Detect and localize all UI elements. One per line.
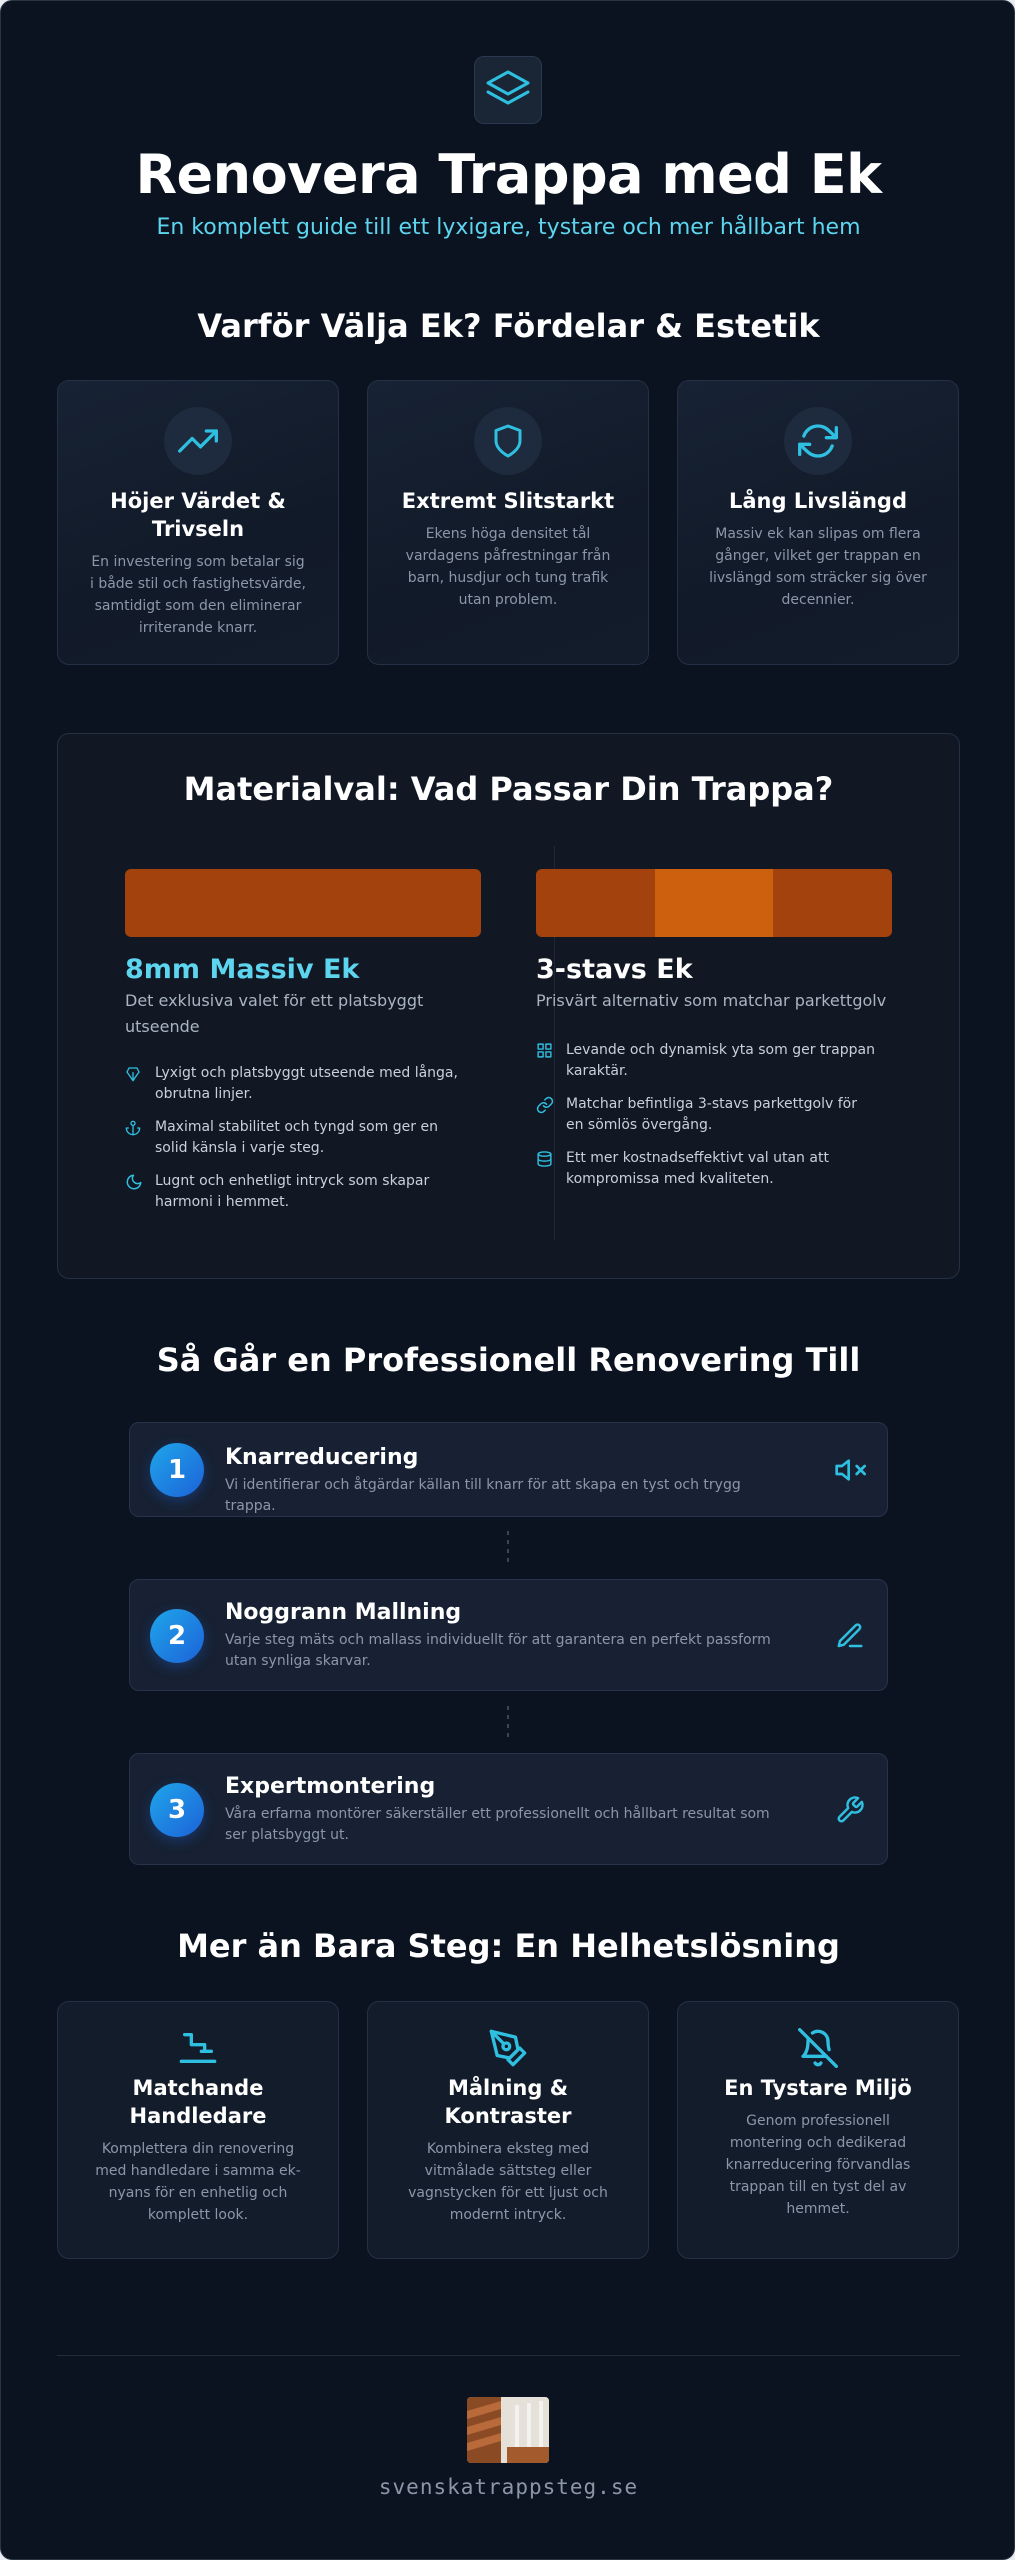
link-icon — [536, 1094, 554, 1136]
step-title: Noggrann Mallning — [225, 1600, 462, 1625]
handrail-icon — [178, 2028, 218, 2068]
step-number: 3 — [150, 1783, 204, 1837]
volume-mute-icon — [833, 1453, 867, 1487]
process-step — [129, 1422, 888, 1517]
feature-text: Levande och dynamisk yta som ger trappan karaktär. — [566, 1042, 875, 1079]
benefit-card — [57, 380, 339, 665]
page-title: Renovera Trappa med Ek — [135, 143, 882, 206]
footer-divider — [57, 2355, 960, 2356]
material-feature — [125, 1117, 465, 1159]
extra-card — [367, 2001, 649, 2259]
step-text: Våra erfarna montörer säkerställer ett professionellt och hållbart resultat som ser platsbyggt ut. — [225, 1806, 770, 1843]
benefit-text: Ekens höga densitet tål vardagens påfrestningar från barn, husdjur och tung trafik utan problem. — [405, 526, 611, 608]
refresh-icon — [784, 407, 852, 475]
extra-text: Genom professionell montering och dedikerad knarreducering förvandlas trappan till en tyst del av hemmet. — [725, 2113, 911, 2217]
bell-off-icon — [798, 2028, 838, 2068]
wrench-icon — [833, 1793, 867, 1827]
step-connector — [507, 1706, 509, 1740]
material-feature — [125, 1171, 465, 1213]
feature-text: Lyxigt och platsbyggt utseende med långa, obrutna linjer. — [155, 1065, 458, 1102]
extra-card — [57, 2001, 339, 2259]
feature-text: Matchar befintliga 3-stavs parkettgolv för en sömlös övergång. — [566, 1096, 857, 1133]
trending-up-icon — [164, 407, 232, 475]
extra-title: En Tystare Miljö — [724, 2076, 912, 2100]
anchor-icon — [125, 1117, 143, 1159]
staircase-photo — [467, 2397, 549, 2463]
gem-icon — [125, 1063, 143, 1105]
material-name: 3-stavs Ek — [536, 954, 693, 985]
page-subtitle: En komplett guide till ett lyxigare, tystare och mer hållbart hem — [156, 215, 861, 240]
step-number: 2 — [150, 1609, 204, 1663]
extras-heading: Mer än Bara Steg: En Helhetslösning — [177, 1927, 840, 1965]
material-feature — [536, 1040, 876, 1082]
feature-text: Lugnt och enhetligt intryck som skapar harmoni i hemmet. — [155, 1173, 430, 1210]
three-strip-oak-swatch — [536, 869, 892, 937]
database-icon — [536, 1148, 554, 1190]
material-description: Det exklusiva valet för ett platsbyggt utseende — [125, 991, 424, 1036]
step-number: 1 — [150, 1443, 204, 1497]
benefit-title: Höjer Värdet & Trivseln — [110, 489, 286, 541]
extra-title: Målning & Kontraster — [444, 2076, 572, 2128]
site-url: svenskatrappsteg.se — [378, 2475, 639, 2499]
feature-text: Maximal stabilitet och tyngd som ger en solid känsla i varje steg. — [155, 1119, 438, 1156]
benefit-text: Massiv ek kan slipas om flera gånger, vilket ger trappan en livslängd som sträcker sig över decennier. — [709, 526, 927, 608]
extra-card — [677, 2001, 959, 2259]
shield-icon — [474, 407, 542, 475]
step-connector — [507, 1531, 509, 1565]
benefit-title: Lång Livslängd — [729, 489, 907, 513]
extra-title: Matchande Handledare — [129, 2076, 267, 2128]
extra-text: Komplettera din renovering med handledare i samma ek-nyans för en enhetlig och komplett look. — [95, 2141, 301, 2223]
grid-icon — [536, 1040, 554, 1082]
material-description: Prisvärt alternativ som matchar parkettgolv — [536, 991, 887, 1010]
material-feature — [125, 1063, 465, 1105]
extra-text: Kombinera eksteg med vitmålade sättsteg eller vagnstycken för ett ljust och modernt intryck. — [408, 2141, 608, 2223]
pencil-icon — [833, 1619, 867, 1653]
material-name: 8mm Massiv Ek — [125, 954, 360, 985]
solid-oak-swatch — [125, 869, 481, 937]
process-heading: Så Går en Professionell Renovering Till — [156, 1341, 861, 1379]
step-text: Vi identifierar och åtgärdar källan till knarr för att skapa en tyst och trygg trappa. — [225, 1477, 741, 1514]
pen-tool-icon — [488, 2028, 528, 2068]
materials-heading: Materialval: Vad Passar Din Trappa? — [183, 770, 834, 808]
material-feature — [536, 1148, 876, 1190]
layers-icon — [474, 56, 542, 124]
material-feature — [536, 1094, 876, 1136]
process-step — [129, 1579, 888, 1691]
benefit-card — [677, 380, 959, 665]
benefit-title: Extremt Slitstarkt — [401, 489, 615, 513]
benefit-card — [367, 380, 649, 665]
benefits-heading: Varför Välja Ek? Fördelar & Estetik — [197, 307, 820, 345]
material-comparison — [57, 733, 960, 1279]
moon-icon — [125, 1171, 143, 1213]
process-step — [129, 1753, 888, 1865]
step-title: Knarreducering — [225, 1445, 419, 1470]
feature-text: Ett mer kostnadseffektivt val utan att kompromissa med kvaliteten. — [566, 1150, 829, 1187]
step-text: Varje steg mäts och mallass individuellt för att garantera en perfekt passform utan synliga skarvar. — [225, 1632, 771, 1669]
benefit-text: En investering som betalar sig i både stil och fastighetsvärde, samtidigt som den eliminerar irriterande knarr. — [89, 554, 306, 636]
step-title: Expertmontering — [225, 1774, 436, 1799]
